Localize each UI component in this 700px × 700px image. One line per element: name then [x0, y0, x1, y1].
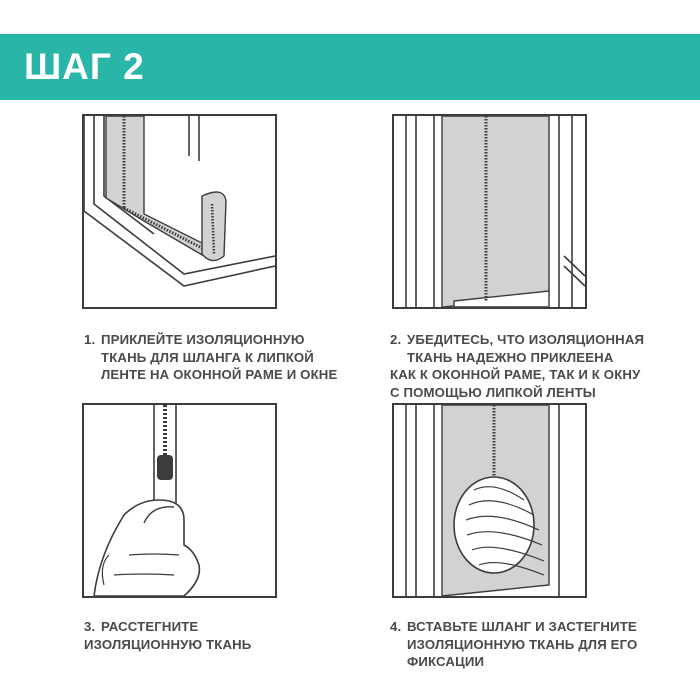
step-number: 1.	[84, 332, 96, 347]
illustration-step-2	[392, 114, 587, 309]
step-text-line: ТКАНЬ НАДЕЖНО ПРИКЛЕЕНА	[407, 349, 614, 365]
header-banner	[0, 34, 700, 100]
step-4-caption	[390, 618, 637, 671]
step-1-caption	[84, 331, 337, 384]
step-2-caption	[390, 331, 644, 401]
illustration-step-4	[392, 403, 587, 598]
step-text-line: КАК К ОКОННОЙ РАМЕ, ТАК И К ОКНУ	[390, 367, 641, 382]
step-3-caption	[84, 618, 251, 653]
step-text-line: ВСТАВЬТЕ ШЛАНГ И ЗАСТЕГНИТЕ	[407, 619, 637, 634]
step-number: 3.	[84, 619, 96, 634]
illustration-step-3	[82, 403, 277, 598]
step-text-line: РАССТЕГНИТЕ	[101, 619, 199, 634]
step-number: 2.	[390, 332, 402, 347]
illustration-step-1	[82, 114, 277, 309]
page-title: ШАГ 2	[24, 46, 145, 87]
step-text-line: ИЗОЛЯЦИОННУЮ ТКАНЬ ДЛЯ ЕГО	[407, 636, 638, 652]
step-text-line: ТКАНЬ ДЛЯ ШЛАНГА К ЛИПКОЙ	[101, 349, 314, 365]
step-text-line: ИЗОЛЯЦИОННУЮ ТКАНЬ	[84, 636, 252, 652]
step-text-line: С ПОМОЩЬЮ ЛИПКОЙ ЛЕНТЫ	[390, 384, 596, 400]
step-text-line: ПРИКЛЕЙТЕ ИЗОЛЯЦИОННУЮ	[101, 332, 305, 347]
step-number: 4.	[390, 619, 402, 634]
step-text-line: ФИКСАЦИИ	[407, 654, 485, 669]
step-text-line: ЛЕНТЕ НА ОКОННОЙ РАМЕ И ОКНЕ	[101, 367, 338, 382]
step-text-line: УБЕДИТЕСЬ, ЧТО ИЗОЛЯЦИОННАЯ	[407, 332, 645, 347]
